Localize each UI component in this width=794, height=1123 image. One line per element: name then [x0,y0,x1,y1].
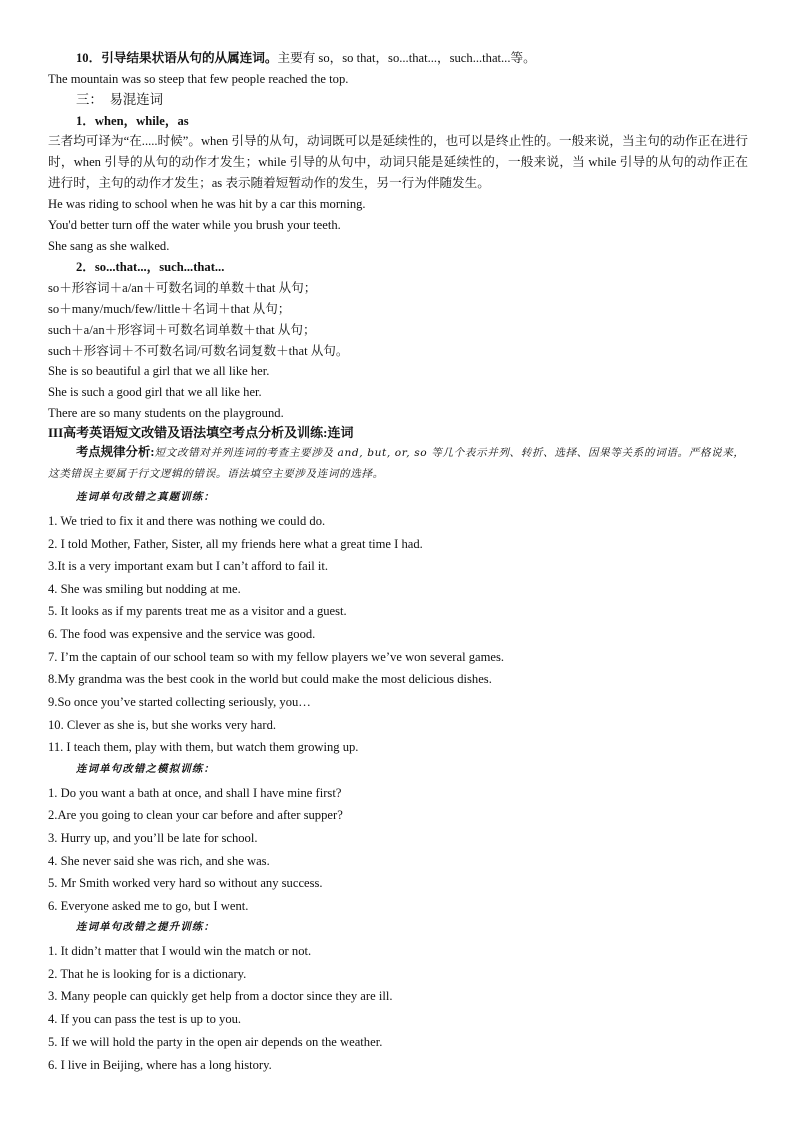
example-sentence: You'd better turn off the water while you brush your teeth. [48,218,341,232]
example-sentence: She is such a good girl that we all like her. [48,385,262,399]
example-sentence: There are so many students on the playground. [48,406,284,420]
exercise-item: 1. It didn’t matter that I would win the match or not. [48,944,312,958]
exercise-item: 2. That he is looking for is a dictionary. [48,967,247,981]
section-10-heading-line [76,50,536,66]
exercise-item: 1. Do you want a bath at once, and shall I have mine first? [48,786,342,800]
when-while-as-paragraph: 三者均可译为“在.....时候”。when 引导的从句，动词既可以是延续性的，也可以是终止性的。一般来说，当主句的动作正在进行时，when 引导的从句的动作才发生；while 引导的从句中，动词只能是延续性的，一般来说，当 while 引导的从句的动作正在进行时，主句的动作才发生；as 表示随着短暂动作的发生，另一行为伴随发生。 [48,134,748,190]
exercise-item: 2. I told Mother, Father, Sister, all my friends here what a great time I had. [48,537,423,551]
grammar-rule: so＋many/much/few/little＋名词＋that 从句； [48,302,291,316]
exercise-item: 6. Everyone asked me to go, but I went. [48,899,249,913]
exercise-item: 3. Many people can quickly get help from a doctor since they are ill. [48,989,393,1003]
exercise-item: 5. If we will hold the party in the open air depends on the weather. [48,1035,383,1049]
analysis-text: 短文改错对并列连词的考查主要涉及 and, but, or, so 等几个表示并列、转折、选择、因果等关系的词语。严格说来，这类错误主要属于行文逻辑的错误。语法填空主要涉及连词的选择。 [48,447,745,480]
exercise-item: 5. It looks as if my parents treat me as a visitor and a guest. [48,604,347,618]
section-3-title: 三： 易混连词 [76,92,164,107]
exercise-item: 6. The food was expensive and the service was good. [48,627,316,641]
exercise-item: 5. Mr Smith worked very hard so without any success. [48,876,323,890]
group-2-title: 连词单句改错之模拟训练： [76,764,216,775]
section-4-title: III高考英语短文改错及语法填空考点分析及训练:连词 [48,425,354,440]
exercise-item: 3.It is a very important exam but I can’t afford to fail it. [48,559,329,573]
group-1-title: 连词单句改错之真题训练： [76,492,216,503]
grammar-rule: so＋形容词＋a/an＋可数名词的单数＋that 从句； [48,281,317,295]
exercise-item: 9.So once you’ve started collecting seriously, you… [48,695,311,709]
grammar-rule: such＋形容词＋不可数名词/可数名词复数＋that 从句。 [48,344,349,358]
exercise-item: 2.Are you going to clean your car before and after supper? [48,808,343,822]
subheading-so-such: 2．so...that...，such...that... [76,260,225,274]
group-3-title: 连词单句改错之提升训练： [76,922,216,933]
exercise-item: 4. If you can pass the test is up to you. [48,1012,242,1026]
section-10-heading-rest: 主要有 so，so that，so...that...，such...that...等。 [277,51,536,65]
exercise-item: 6. I live in Beijing, where has a long history. [48,1058,272,1072]
example-sentence: He was riding to school when he was hit by a car this morning. [48,197,366,211]
subheading-when-while-as: 1．when，while，as [76,114,189,128]
section-10-example: The mountain was so steep that few people reached the top. [48,72,349,86]
analysis-label: 考点规律分析: [76,445,155,459]
exercise-item: 3. Hurry up, and you’ll be late for school. [48,831,258,845]
example-sentence: She sang as she walked. [48,239,170,253]
exercise-item: 10. Clever as she is, but she works very hard. [48,718,277,732]
example-sentence: She is so beautiful a girl that we all like her. [48,364,270,378]
exercise-item: 4. She never said she was rich, and she was. [48,854,270,868]
grammar-rule: such＋a/an＋形容词＋可数名词单数＋that 从句； [48,323,316,337]
section-10-heading: 10．引导结果状语从句的从属连词。 [76,51,278,65]
exercise-item: 11. I teach them, play with them, but watch them growing up. [48,740,359,754]
analysis-paragraph [48,442,748,485]
exercise-item: 4. She was smiling but nodding at me. [48,582,241,596]
exercise-item: 7. I’m the captain of our school team so with my fellow players we’ve won several games. [48,650,505,664]
exercise-item: 8.My grandma was the best cook in the world but could make the most delicious dishes. [48,672,492,686]
exercise-item: 1. We tried to fix it and there was nothing we could do. [48,514,326,528]
